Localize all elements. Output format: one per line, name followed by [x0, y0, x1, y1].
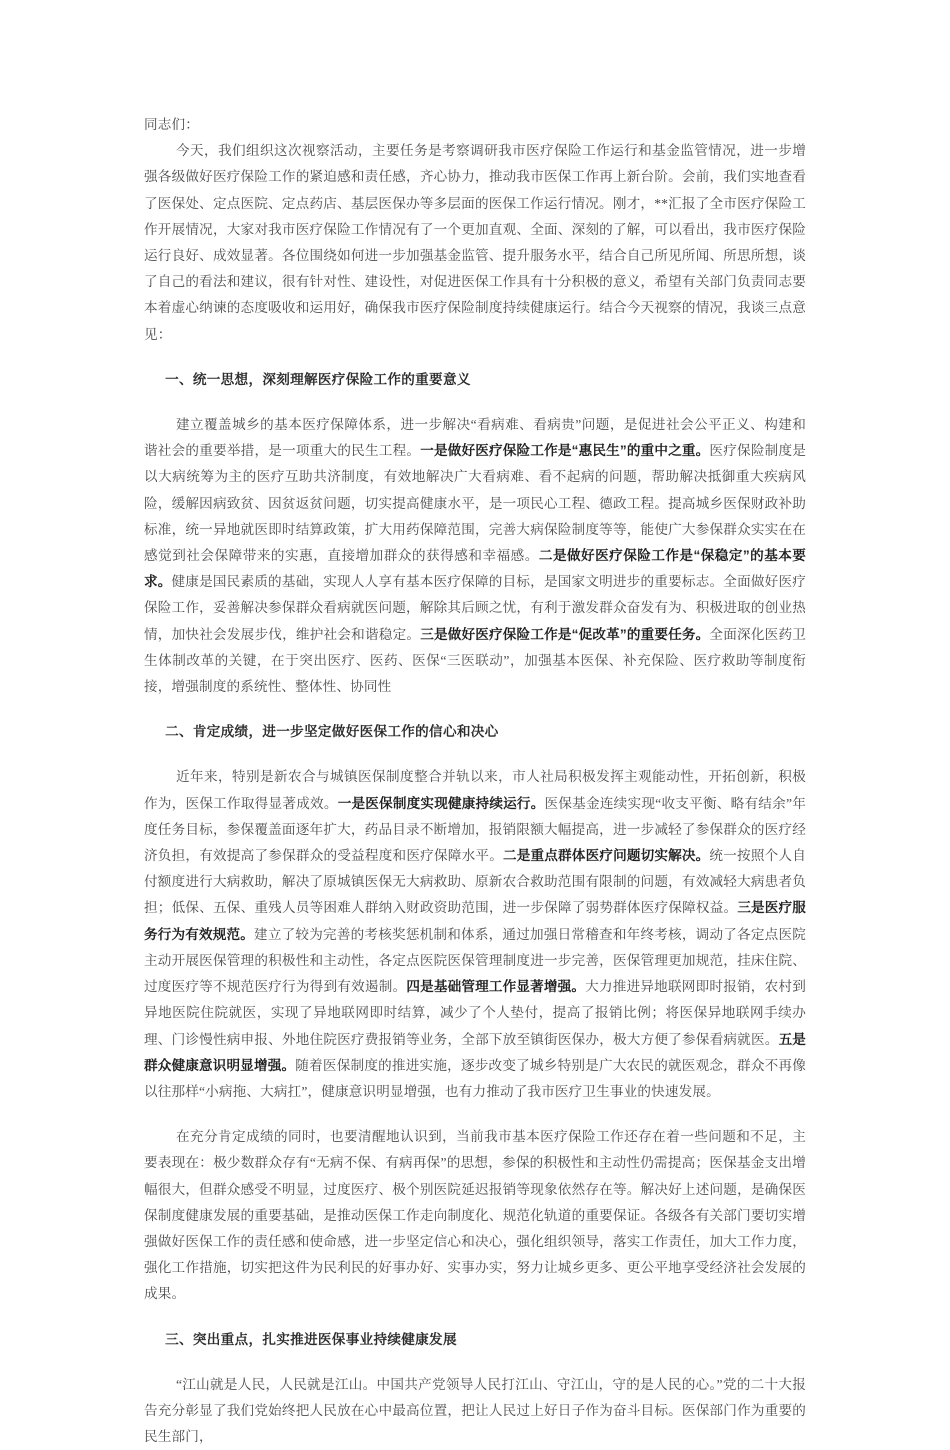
salutation: 同志们： — [144, 117, 199, 132]
emphasis-run: 三是做好医疗保险工作是“促改革”的重要任务。 — [420, 626, 710, 642]
text-run: 近年来，特别是新农合与城镇医保制度整合并轨以来，市人社局积极发挥主观能动性，开拓创新，积极作为，医保工作取得显著成效。 — [144, 769, 806, 811]
document-body — [144, 112, 806, 1450]
text-run: “江山就是人民，人民就是江山。中国共产党领导人民打江山、守江山，守的是人民的心。”党的二十大报告充分彰显了我们党始终把人民放在心中最高位置，把让人民过上好日子作为奋斗目标。医保部门作为重要的民生部门， — [144, 1376, 806, 1445]
text-run: 随着医保制度的推进实施，逐步改变了城乡特别是广大农民的就医观念，群众不再像以往那样“小病拖、大病扛”，健康意识明显增强，也有力推动了我市医疗卫生事业的快速发展。 — [144, 1057, 806, 1099]
paragraph-sec1-p1 — [144, 412, 806, 700]
section-heading-3: 三、突出重点，扎实推进医保事业持续健康发展 — [165, 1331, 457, 1347]
emphasis-run: 一是做好医疗保险工作是“惠民生”的重中之重。 — [420, 443, 710, 459]
section-heading-1: 一、统一思想，深刻理解医疗保险工作的重要意义 — [165, 371, 471, 387]
text-run: 健康是国民素质的基础，实现人人享有基本医疗保障的目标，是国家文明进步的重要标志。全面做好医疗保险工作，妥善解决参保群众看病就医问题，解除其后顾之忧，有利于激发群众奋发有为、积极进取的创业热情，加快社会发展步伐，维护社会和谐稳定。 — [144, 574, 806, 642]
paragraph-sec2-p2 — [144, 1124, 806, 1307]
emphasis-run: 一是医保制度实现健康持续运行。 — [337, 795, 545, 811]
text-run: 医保基金连续实现“收支平衡、略有结余”年度任务目标，参保覆盖面逐年扩大，药品目录不断增加，报销限额大幅提高，进一步减轻了参保群众的医疗经济负担，有效提高了参保群众的受益程度和医疗保障水平。 — [144, 795, 806, 864]
text-run: 医疗保险制度是以大病统筹为主的医疗互助共济制度，有效地解决广大看病难、看不起病的问题，帮助解决抵御重大疾病风险，缓解因病致贫、因贫返贫问题，切实提高健康水平，是一项民心工程、德政工程。提高城乡医保财政补助标准，统一异地就医即时结算政策，扩大用药保障范围，完善大病保险制度等等，能使广大参保群众实实在在感觉到社会保障带来的实惠，直接增加群众的获得感和幸福感。 — [144, 443, 807, 564]
text-run: 建立覆盖城乡的基本医疗保障体系，进一步解决“看病难、看病贵”问题，是促进社会公平正义、构建和谐社会的重要举措，是一项重大的民生工程。 — [144, 417, 806, 459]
paragraph-sec3-p1 — [144, 1372, 806, 1450]
emphasis-run: 四是基础管理工作显著增强。 — [406, 979, 586, 995]
text-run: 在充分肯定成绩的同时，也要清醒地认识到，当前我市基本医疗保险工作还存在着一些问题和不足，主要表现在：极少数群众存有“无病不保、有病再保”的思想，参保的积极性和主动性仍需提高；医保基金支出增幅很大，但群众感受不明显，过度医疗、极个别医院延迟报销等现象依然存在等。解决好上述问题，是确保医保制度健康发展的重要基础，是推动医保工作走向制度化、规范化轨道的重要保证。各级各有关部门要切实增强做好医保工作的责任感和使命感，进一步坚定信心和决心，强化组织领导，落实工作责任，加大工作力度，强化工作措施，切实把这件为民利民的好事办好、实事办实，努力让城乡更多、更公平地享受经济社会发展的成果。 — [144, 1129, 806, 1302]
paragraph-opening — [144, 138, 806, 348]
text-run: 统一按照个人自付额度进行大病救助，解决了原城镇医保无大病救助、原新农合救助范围有限制的问题，有效减轻大病患者负担；低保、五保、重残人员等困难人群纳入财政资助范围，进一步保障了弱势群体医疗保障权益。 — [144, 848, 806, 916]
emphasis-run: 五是群众健康意识明显增强。 — [144, 1031, 807, 1073]
paragraph-sec2-p1 — [144, 764, 806, 1105]
emphasis-run: 三是医疗服务行为有效规范。 — [144, 900, 806, 942]
section-heading-2: 二、肯定成绩，进一步坚定做好医保工作的信心和决心 — [165, 724, 499, 740]
text-run: 建立了较为完善的考核奖惩机制和体系，通过加强日常稽查和年终考核，调动了各定点医院主动开展医保管理的积极性和主动性，各定点医院医保管理制度进一步完善，医保管理更加规范，挂床住院、过度医疗等不规范医疗行为得到有效遏制。 — [144, 926, 806, 995]
text-run: 今天，我们组织这次视察活动，主要任务是考察调研我市医疗保险工作运行和基金监管情况，进一步增强各级做好医疗保险工作的紧迫感和责任感，齐心协力，推动我市医保工作再上新台阶。会前，我们实地查看了医保处、定点医院、定点药店、基层医保办等多层面的医保工作运行情况。刚才，**汇报了全市医疗保险工作开展情况，大家对我市医疗保险工作情况有了一个更加直观、全面、深刻的了解，可以看出，我市医疗保险运行良好、成效显著。各位围绕如何进一步加强基金监管、提升服务水平，结合自己所见所闻、所思所想，谈了自己的看法和建议，很有针对性、建设性，对促进医保工作具有十分积极的意义，希望有关部门负责同志要本着虚心纳谏的态度吸收和运用好，确保我市医疗保险制度持续健康运行。结合今天视察的情况，我谈三点意见： — [144, 143, 806, 342]
text-run: 大力推进异地联网即时报销，农村到异地医院住院就医，实现了异地联网即时结算，减少了个人垫付，提高了报销比例；将医保异地联网手续办理、门诊慢性病申报、外地住院医疗费报销等业务，全部下放至镇街医保办，极大方便了参保看病就医。 — [144, 979, 806, 1047]
emphasis-run: 二是重点群体医疗问题切实解决。 — [503, 848, 710, 864]
text-run: 全面深化医药卫生体制改革的关键，在于突出医疗、医药、医保“三医联动”，加强基本医保、补充保险、医疗救助等制度衔接，增强制度的系统性、整体性、协同性 — [144, 626, 807, 695]
document-content — [144, 138, 806, 1450]
emphasis-run: 二是做好医疗保险工作是“保稳定”的基本要求。 — [144, 548, 806, 590]
